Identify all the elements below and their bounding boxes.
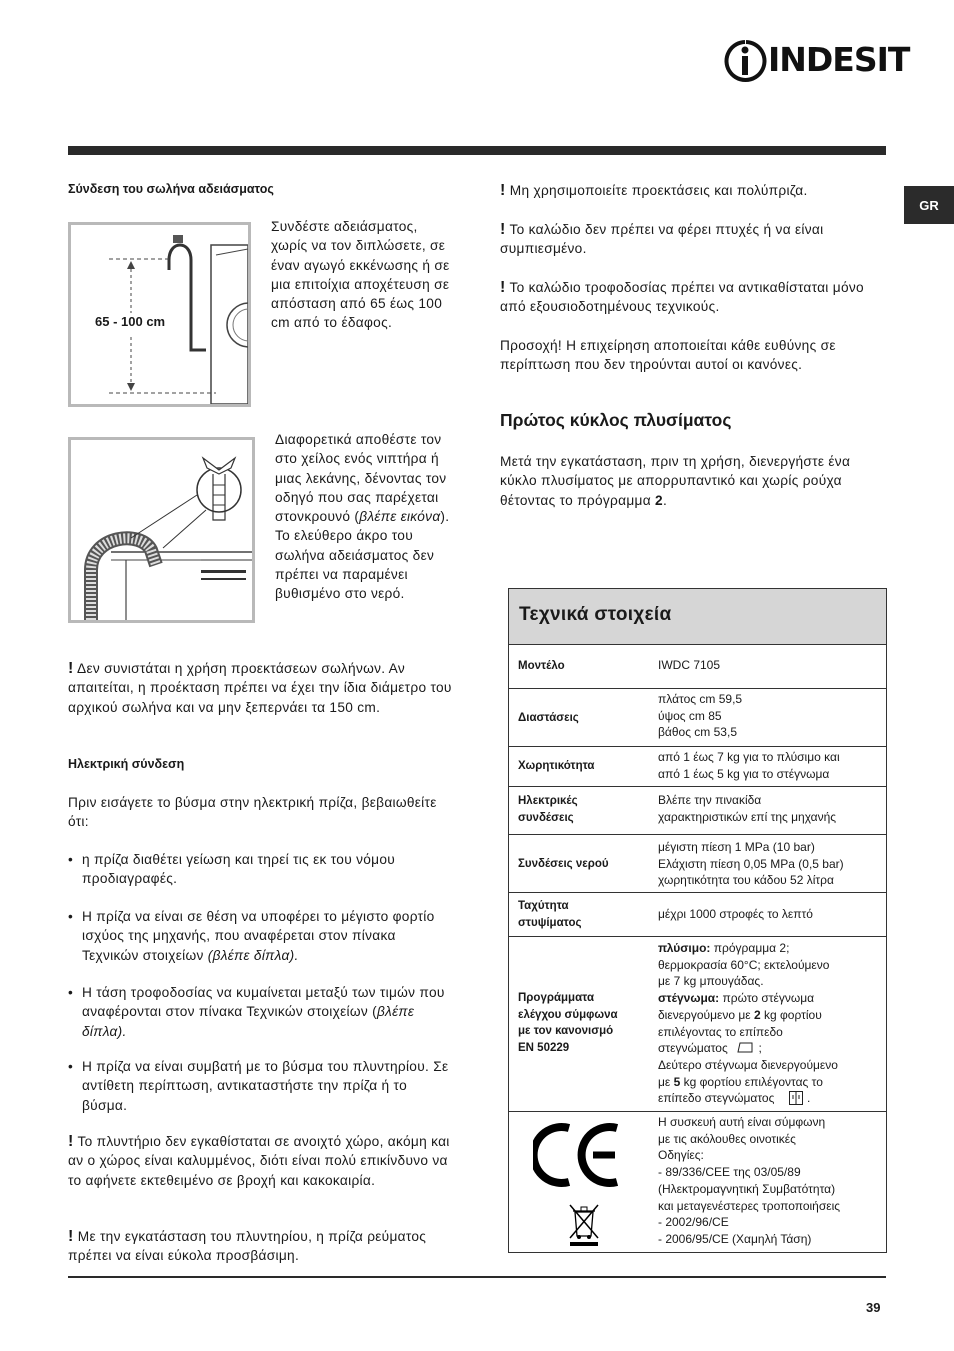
row-label: Μοντέλο xyxy=(518,660,565,672)
row-label: Διαστάσεις xyxy=(518,712,579,724)
left-warning-3-text: Με την εγκατάσταση του πλυντηρίου, η πρίζα ρεύματος πρέπει να είναι εύκολα προσβάσιμη. xyxy=(68,1229,427,1264)
first-cycle-text xyxy=(500,452,886,510)
row-value xyxy=(658,839,884,889)
cupboard-dry-icon xyxy=(737,1041,755,1053)
prog-dry-6b: 5 xyxy=(673,1074,681,1089)
bullet-text-main: Η τάση τροφοδοσίας να κυμαίνεται μεταξύ των τιμών που αναφέρονται στον πίνακα Τεχνικών στοιχείων ( xyxy=(82,985,445,1020)
row-label xyxy=(518,793,578,826)
left-warning-1-text: Δεν συνιστάται η χρήση προεκτάσεων σωλήνων. Αν απαιτείται, η προέκταση πρέπει να έχει την ίδια διάμετρο του αρχικού σωλήνα και να μην ξεπερνάει τα 150 cm. xyxy=(68,661,452,715)
drain-text-2b: ). Το ελεύθερο άκρο του σωλήνα αδειάσματος δεν πρέπει να παραμένει βυθισμένο στο νερό. xyxy=(275,509,450,602)
left-warning-1 xyxy=(68,659,453,717)
row-label: Συνδέσεις νερού xyxy=(518,858,609,870)
table-row xyxy=(509,787,886,835)
prog-dry-line-7 xyxy=(658,1090,884,1107)
left-warning-2 xyxy=(68,1132,453,1190)
electrical-intro: Πριν εισάγετε το βύσμα στην ηλεκτρική πρίζα, βεβαιωθείτε ότι: xyxy=(68,795,437,830)
bullet-text xyxy=(82,907,454,965)
dim-height: ύψος cm 85 xyxy=(658,708,722,723)
left-warning-3 xyxy=(68,1227,453,1266)
first-cycle-end: . xyxy=(662,492,668,508)
first-cycle-text-main: Μετά την εγκατάσταση, πριν τη χρήση, διενεργήστε ένα κύκλο πλυσίματος με απορρυπαντικό και χωρίς ρούχα θέτοντας το πρόγραμμα xyxy=(500,454,851,508)
row-value xyxy=(658,749,884,782)
table-row xyxy=(509,937,886,1112)
table-row xyxy=(509,1112,886,1253)
bullet-dot: • xyxy=(68,1059,74,1074)
page-number: 39 xyxy=(866,1300,881,1315)
prog-dry-line-6 xyxy=(658,1074,884,1091)
right-warning-2 xyxy=(500,220,886,259)
prog-label-3: με τον κανονισμό xyxy=(518,1025,614,1037)
table-row xyxy=(509,645,886,689)
bullet-dot: • xyxy=(68,852,74,867)
brand-name: INDESIT xyxy=(768,40,910,79)
ce-mark-icon xyxy=(533,1120,623,1190)
table-row xyxy=(509,747,886,787)
prog-dry-4-end: ; xyxy=(758,1041,762,1056)
spec-table-header xyxy=(509,589,886,645)
prog-wash-bold: πλύσιμο: xyxy=(658,941,711,955)
row-value xyxy=(658,691,884,741)
water-min: Ελάχιστη πίεση 0,05 MPa (0,5 bar) xyxy=(658,856,844,871)
prog-dry-2a: διενεργούμενο με xyxy=(658,1007,754,1022)
ce-line-7: - 2002/96/CE xyxy=(658,1215,729,1230)
liability-notice: Προσοχή! Η επιχείρηση αποποιείται κάθε ευθύνης σε περίπτωση που δεν τηρούνται αυτοί οι κανόνες. xyxy=(500,338,836,373)
ce-line-1: Η συσκευή αυτή είναι σύμφωνη xyxy=(658,1115,826,1129)
drain-instruction-2 xyxy=(275,430,455,604)
warning-icon: ! xyxy=(500,182,506,199)
drain-height-figure xyxy=(68,222,251,407)
ce-line-6: και μεταγενέστερες τροποποιήσεις xyxy=(658,1198,841,1213)
row-value: μέχρι 1000 στροφές το λεπτό xyxy=(658,907,813,921)
row-value: IWDC 7105 xyxy=(658,658,721,672)
water-drum: χωρητικότητα του κάδου 52 λίτρα xyxy=(658,873,834,888)
drain-height-label: 65 - 100 cm xyxy=(95,314,166,329)
warning-icon: ! xyxy=(68,660,74,677)
prog-wash-line xyxy=(658,940,884,957)
footer-rule xyxy=(68,1276,886,1278)
language-tab: GR xyxy=(904,186,954,224)
prog-dry-3: επιλέγοντας το επίπεδο xyxy=(658,1024,783,1039)
drain-text-2a: Διαφορετικά αποθέστε τον στο χείλος ενός νιπτήρα ή μιας λεκάνης, δένοντας τον οδηγό που σας παρέχεται στονκρουνό ( xyxy=(275,432,447,525)
electrical-heading: Ηλεκτρική σύνδεση xyxy=(68,757,185,771)
spin-label-1: Ταχύτητα xyxy=(518,900,569,912)
prog-wash-2: θερμοκρασία 60°C; εκτελούμενο xyxy=(658,957,830,972)
bullet-text-main: Η πρίζα να είναι σε θέση να υποφέρει το μέγιστο φορτίο ισχύος της μηχανής, που αναφέρεται στον πίνακα Τεχνικών στοιχείων xyxy=(82,909,435,963)
prog-dry-6a: με xyxy=(658,1074,674,1089)
prog-wash-3: με 7 kg μπουγάδας. xyxy=(658,974,764,989)
prog-dry-line-4 xyxy=(658,1040,884,1057)
first-cycle-program: 2 xyxy=(655,492,663,508)
dim-depth: βάθος cm 53,5 xyxy=(658,725,737,740)
sink-hook-figure xyxy=(68,437,255,623)
spec-table-title: Τεχνικά στοιχεία xyxy=(519,604,672,625)
bullet-dot: • xyxy=(68,985,74,1000)
right-warning-3-text: Το καλώδιο τροφοδοσίας πρέπει να αντικαθίσταται μόνο από εξουσιοδοτημένους τεχνικούς. xyxy=(500,280,864,315)
left-warning-2-text: Το πλυντήριο δεν εγκαθίσταται σε ανοιχτό χώρο, ακόμη και αν ο χώρος είναι καλυμμένος, διότι είναι πολύ επικίνδυνο να το αφήνετε εκτεθειμένο σε βροχή και κακοκαιρία. xyxy=(68,1134,450,1188)
prog-dry-line-2 xyxy=(658,1007,884,1024)
prog-dry-1: πρώτο στέγνωμα xyxy=(719,991,815,1006)
header-rule xyxy=(68,146,886,155)
row-label xyxy=(518,990,618,1056)
bullet-text-italic: βλέπε δίπλα). xyxy=(82,1004,415,1039)
indesit-logo xyxy=(722,38,910,84)
elec-label-1: Ηλεκτρικές xyxy=(518,795,578,807)
drain-text-2-italic: βλέπε εικόνα xyxy=(359,509,441,525)
prog-dry-4: στεγνώματος xyxy=(658,1041,728,1056)
prog-dry-7-end: . xyxy=(807,1091,811,1106)
elec-label-2: συνδέσεις xyxy=(518,811,574,824)
row-value xyxy=(658,1114,884,1248)
prog-label-2: ελέγχου σύμφωνα xyxy=(518,1008,618,1021)
prog-label-1: Προγράμματα xyxy=(518,992,595,1004)
ce-line-4: - 89/336/CEE της 03/05/89 xyxy=(658,1165,801,1180)
right-warning-2-text: Το καλώδιο δεν πρέπει να φέρει πτυχές ή να είναι συμπιεσμένο. xyxy=(500,222,824,257)
bullet-text-italic: (βλέπε δίπλα). xyxy=(207,947,299,963)
prog-dry-bold: στέγνωμα: xyxy=(658,991,720,1006)
table-row xyxy=(509,689,886,747)
row-value xyxy=(658,792,884,825)
prog-dry-5: Δεύτερο στέγνωμα διενεργούμενο xyxy=(658,1057,838,1072)
prog-dry-7: επίπεδο στεγνώματος xyxy=(658,1091,775,1106)
spin-label-2: στυψίματος xyxy=(518,916,582,929)
bullet-dot: • xyxy=(68,909,74,924)
elec-value-1: Βλέπε την πινακίδα xyxy=(658,793,762,807)
spec-table xyxy=(508,588,887,1253)
right-warning-3 xyxy=(500,278,886,317)
dim-width: πλάτος cm 59,5 xyxy=(658,692,743,706)
row-label: Χωρητικότητα xyxy=(518,760,595,772)
row-value xyxy=(658,940,884,1107)
ce-line-8: - 2006/95/CE (Χαμηλή Τάση) xyxy=(658,1231,812,1246)
ce-line-2: με τις ακόλουθες οινοτικές xyxy=(658,1131,796,1146)
ce-line-3: Οδηγίες: xyxy=(658,1148,704,1163)
warning-icon: ! xyxy=(500,221,506,238)
right-warning-1 xyxy=(500,181,886,200)
bullet-text: Η πρίζα να είναι συμβατή με το βύσμα του πλυντηρίου. Σε αντίθετη περίπτωση, αντικαταστήστε την πρίζα ή το βύσμα. xyxy=(82,1059,449,1113)
table-row xyxy=(509,835,886,893)
bullet-text: η πρίζα διαθέτει γείωση και τηρεί τις εκ του νόμου προδιαγραφές. xyxy=(82,852,396,887)
warning-icon: ! xyxy=(68,1133,74,1150)
logo-circle-icon xyxy=(722,38,768,84)
prog-dry-line xyxy=(658,990,884,1007)
water-max: μέγιστη πίεση 1 MPa (10 bar) xyxy=(658,840,815,854)
bullet-text xyxy=(82,983,454,1041)
capacity-wash: από 1 έως 7 kg για το πλύσιμο και xyxy=(658,750,840,764)
row-label xyxy=(518,898,581,931)
elec-value-2: χαρακτηριστικών επί της μηχανής xyxy=(658,809,837,824)
table-row xyxy=(509,893,886,937)
hanger-dry-icon xyxy=(788,1090,804,1106)
capacity-dry: από 1 έως 5 kg για το στέγνωμα xyxy=(658,766,830,781)
prog-label-4: EN 50229 xyxy=(518,1041,570,1054)
prog-dry-2c: kg φορτίου xyxy=(760,1007,822,1022)
warning-icon: ! xyxy=(500,279,506,296)
warning-icon: ! xyxy=(68,1228,74,1245)
right-warning-1-text: Μη χρησιμοποιείτε προεκτάσεις και πολύπριζα. xyxy=(509,183,808,198)
prog-dry-2b: 2 xyxy=(753,1007,761,1022)
prog-dry-6c: kg φορτίου επιλέγοντας το xyxy=(680,1074,823,1089)
ce-line-5: (Ηλεκτρομαγνητική Συμβατότητα) xyxy=(658,1181,836,1196)
prog-wash-1: πρόγραμμα 2; xyxy=(710,941,790,955)
first-cycle-title: Πρώτος κύκλος πλυσίματος xyxy=(500,410,732,430)
drain-instruction-1: Συνδέστε αδειάσματος, χωρίς να τον διπλώσετε, σε έναν αγωγό εκκένωσης ή σε μια επιτοίχια αποχέτευση σε απόσταση από 65 έως 100 cm από το έδαφος. xyxy=(271,219,450,331)
weee-bin-icon xyxy=(567,1202,601,1246)
drain-heading: Σύνδεση του σωλήνα αδειάσματος xyxy=(68,182,274,196)
sink-hook-illustration xyxy=(71,440,252,620)
